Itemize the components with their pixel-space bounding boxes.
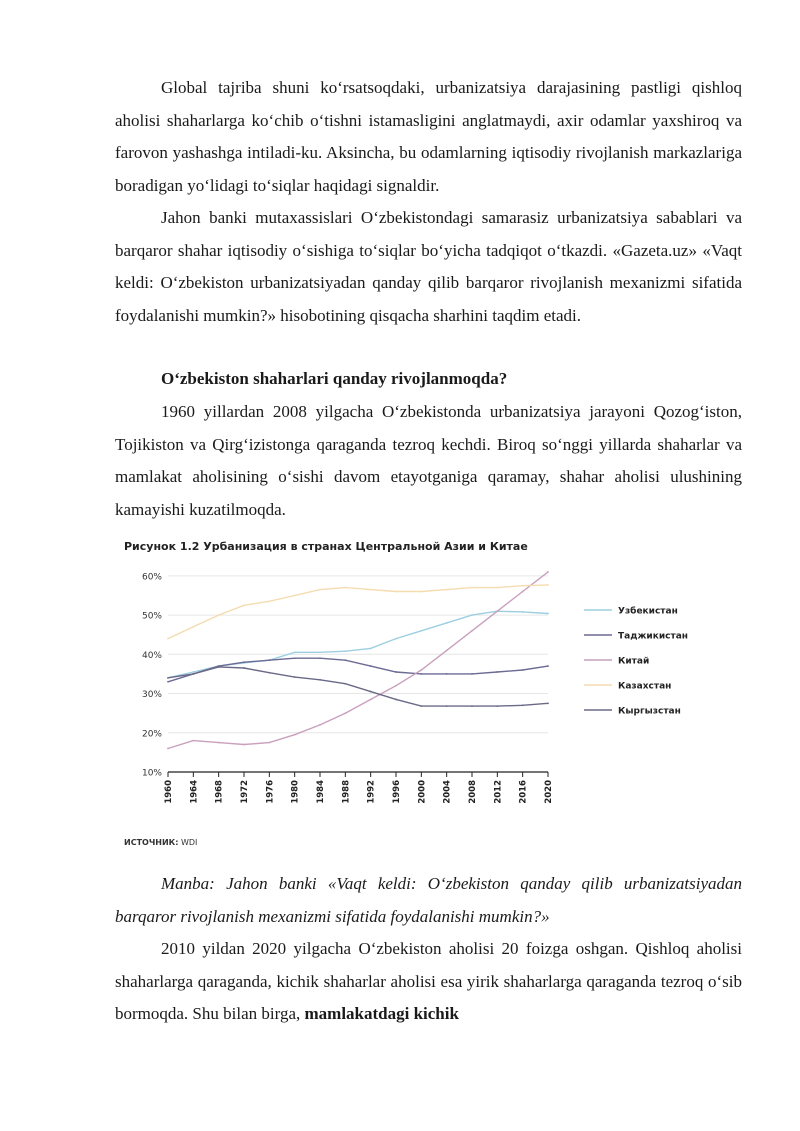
- series-point: [370, 699, 372, 701]
- paragraph-4-text: 2010 yildan 2020 yilgacha O‘zbekiston aholisi 20 foizga oshgan. Qishloq aholisi shaharlarga qaraganda, kichik shaharlar aholisi esa yirik shaharlarga qaraganda tezroq o‘sib bormoqda. Shu bilan birga,: [115, 939, 742, 1023]
- legend-label: Таджикистан: [618, 631, 689, 642]
- series-point: [420, 705, 422, 707]
- series-point: [192, 673, 194, 675]
- series-point: [496, 587, 498, 589]
- x-tick-label: 2020: [544, 780, 554, 804]
- series-point: [294, 734, 296, 736]
- series-point: [319, 679, 321, 681]
- series-point: [370, 648, 372, 650]
- series-point: [395, 591, 397, 593]
- series-point: [243, 667, 245, 669]
- series-point: [522, 704, 524, 706]
- series-point: [370, 589, 372, 591]
- x-tick-label: 1984: [316, 780, 326, 804]
- y-tick-label: 30%: [141, 690, 162, 701]
- series-point: [446, 589, 448, 591]
- series-point: [319, 724, 321, 726]
- series-point: [522, 611, 524, 613]
- series-point: [547, 584, 549, 586]
- paragraph-3: 1960 yillardan 2008 yilgacha O‘zbekistonda urbanizatsiya jarayoni Qozog‘iston, Tojikiston va Qirg‘izistonga qaraganda tezroq kechdi. Biroq so‘nggi yillarda shaharlar va mamlakat aholisining o‘sishi davom etayotganiga qaramay, shahar aholisi ulushining kamayishi kuzatilmoqda.: [115, 402, 742, 519]
- series-point: [294, 657, 296, 659]
- series-point: [167, 638, 169, 640]
- x-tick-label: 2000: [417, 780, 428, 804]
- series-point: [268, 672, 270, 674]
- series-point: [420, 669, 422, 671]
- series-point: [294, 651, 296, 653]
- series-point: [344, 650, 346, 652]
- series-point: [471, 587, 473, 589]
- figure-caption: Manba: Jahon banki «Vaqt keldi: O‘zbekiston qanday qilib urbanizatsiyadan barqaror rivojlanish mexanizmi sifatida foydalanishi mumkin?»: [115, 874, 742, 926]
- series-point: [218, 742, 220, 744]
- x-tick-label: 1976: [265, 780, 276, 804]
- series-point: [395, 699, 397, 701]
- x-tick-label: 2012: [493, 780, 504, 804]
- section-heading: O‘zbekiston shaharlari qanday rivojlanmoqda?: [161, 369, 508, 388]
- series-point: [218, 614, 220, 616]
- series-point: [547, 702, 549, 704]
- series-point: [218, 666, 220, 668]
- series-point: [395, 685, 397, 687]
- paragraph-4: [115, 933, 742, 1031]
- series-point: [471, 673, 473, 675]
- series-point: [192, 740, 194, 742]
- y-tick-label: 20%: [141, 729, 162, 740]
- series-point: [471, 705, 473, 707]
- legend-label: Казахстан: [618, 681, 672, 692]
- series-point: [446, 673, 448, 675]
- series-point: [268, 742, 270, 744]
- series-point: [268, 659, 270, 661]
- series-point: [167, 681, 169, 683]
- series-point: [344, 683, 346, 685]
- paragraph-1: Global tajriba shuni ko‘rsatsoqdaki, urbanizatsiya darajasining pastligi qishloq aholisi shaharlarga ko‘chib o‘tishni istamasligini anglatmaydi, axir odamlar yaxshiroq va farovon yashashga intiladi-ku. Aksincha, bu odamlarning iqtisodiy rivojlanish markazlariga boradigan yo‘lidagi to‘siqlar haqidagi signaldir.: [115, 78, 742, 195]
- series-point: [294, 676, 296, 678]
- series-point: [370, 665, 372, 667]
- series-point: [547, 665, 549, 667]
- series-point: [446, 649, 448, 651]
- series-point: [319, 651, 321, 653]
- series-point: [167, 677, 169, 679]
- paragraph-2: Jahon banki mutaxassislari O‘zbekistondagi samarasiz urbanizatsiya sabablari va barqaror shahar iqtisodiy o‘sishiga to‘siqlar bo‘yicha tadqiqot o‘tkazdi. «Gazeta.uz» «Vaqt keldi: O‘zbekiston urbanizatsiyadan qanday qilib barqaror rivojlanish mexanizmi sifatida foydalanishi mumkin?» hisobotining qisqacha sharhini taqdim etadi.: [115, 208, 742, 325]
- series-point: [446, 705, 448, 707]
- series-point: [192, 671, 194, 673]
- series-point: [471, 614, 473, 616]
- series-point: [522, 669, 524, 671]
- series-line: [168, 572, 548, 749]
- series-point: [420, 591, 422, 593]
- series-point: [395, 638, 397, 640]
- series-point: [319, 589, 321, 591]
- y-tick-label: 60%: [141, 572, 162, 583]
- series-point: [370, 691, 372, 693]
- series-point: [192, 626, 194, 628]
- y-tick-label: 40%: [141, 650, 162, 661]
- figure-title: Рисунок 1.2 Урбанизация в странах Центральной Азии и Китае: [124, 540, 528, 553]
- urbanization-line-chart: [118, 538, 718, 850]
- paragraph-4-bold: mamlakatdagi kichik: [304, 1004, 459, 1023]
- x-tick-label: 2016: [518, 780, 529, 804]
- figure-source-value: WDI: [180, 838, 198, 847]
- x-tick-label: 1980: [290, 780, 301, 804]
- x-tick-label: 2008: [468, 780, 478, 804]
- series-point: [547, 571, 549, 573]
- y-tick-label: 10%: [141, 768, 162, 779]
- series-point: [319, 657, 321, 659]
- figure-source-label: ИСТОЧНИК:: [124, 838, 179, 847]
- x-tick-label: 1964: [189, 780, 200, 804]
- series-point: [294, 595, 296, 597]
- x-tick-label: 2004: [442, 780, 453, 804]
- series-point: [471, 630, 473, 632]
- series-point: [344, 659, 346, 661]
- series-point: [395, 671, 397, 673]
- series-point: [496, 705, 498, 707]
- series-point: [243, 661, 245, 663]
- x-tick-label: 1968: [214, 780, 225, 804]
- series-point: [420, 630, 422, 632]
- series-point: [522, 585, 524, 587]
- legend-label: Кыргызстан: [618, 706, 681, 717]
- x-tick-label: 1996: [392, 780, 402, 804]
- series-point: [446, 622, 448, 624]
- legend-label: Узбекистан: [618, 606, 678, 617]
- series-point: [243, 744, 245, 746]
- series-point: [496, 671, 498, 673]
- series-point: [547, 613, 549, 615]
- series-point: [522, 591, 524, 593]
- series-point: [167, 748, 169, 750]
- series-point: [496, 610, 498, 612]
- series-point: [243, 604, 245, 606]
- series-point: [344, 587, 346, 589]
- x-tick-label: 1960: [164, 780, 174, 804]
- series-point: [420, 673, 422, 675]
- x-tick-label: 1988: [341, 780, 352, 804]
- series-line: [168, 658, 548, 682]
- series-point: [344, 712, 346, 714]
- x-tick-label: 1992: [366, 780, 377, 804]
- y-tick-label: 50%: [141, 611, 162, 622]
- legend-label: Китай: [618, 656, 650, 667]
- series-point: [268, 600, 270, 602]
- x-tick-label: 1972: [240, 780, 250, 804]
- figure-source: [124, 838, 197, 847]
